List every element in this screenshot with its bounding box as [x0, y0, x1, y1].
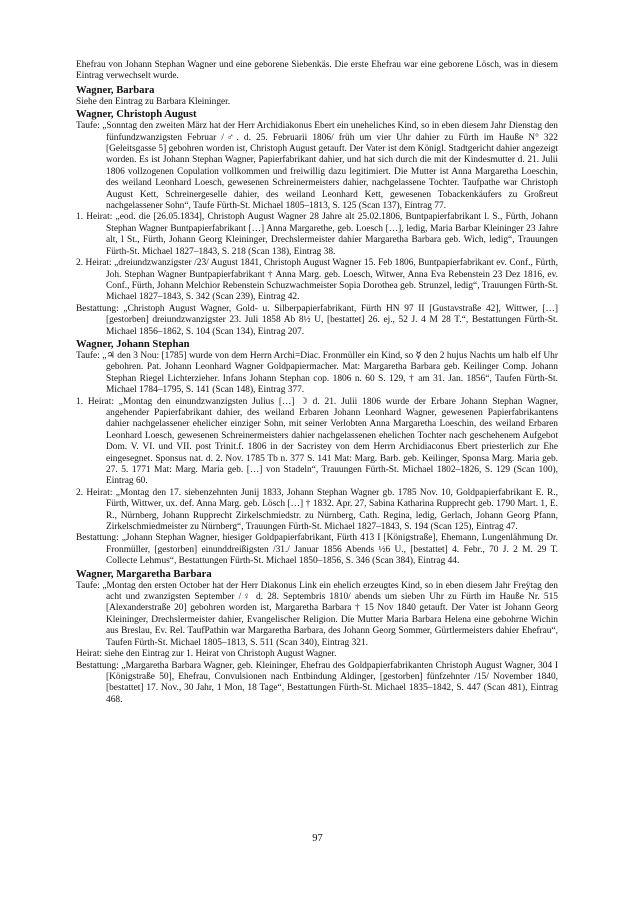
- bestattung-record: Bestattung: „Christoph August Wagner, Gold- u. Silberpapierfabrikant, Fürth HN 97 II [Gustavstraße 42], Wittwer, […] [gestorben] dreiundzwanzigster 23. Juli 1858 Ab 8½ U, [bestattet] 26. ej., 52 J. 4 M 28 T.“, Bestattungen Fürth-St. Michael 1856–1862, S. 104 (Scan 134), Eintrag 207.: [76, 303, 558, 337]
- heirat-record-2: 2. Heirat: „dreiundzwanzigster /23/ August 1841, Christoph August Wagner 15. Feb 1806, Buntpapierfabrikant ev. Conf., Fürth, Joh. Stephan Wagner Buntpapierfabrikant † Anna Marg. geb. Loesch, Witwer, Anna Eva Rebenstein 23 Dez 1816, ev. Conf., Fürth, Johann Melchior Rebenstein Schuzwachmeister Sopia Dorothea geb. Strunzel, ledig“, Trauungen Fürth-St. Michael 1827–1843, S. 342 (Scan 239), Eintrag 42.: [76, 258, 558, 303]
- taufe-record: Taufe: „Montag den ersten October hat der Herr Diakonus Link ein ehelich erzeugtes Kind, so in eben diesem Jahr Freÿtag den acht und zwanzigsten September /♀ d. 28. Septembris 1810/ abends um sieben Uhr zu Fürth im Hauße Nr. 515 [Alexanderstraße 20] gebohren worden ist, Margaretha Barbara † 15 Nov 1840 getauft. Der Vater ist Johann Georg Kleininger, Drechslermeister dahier, Evangelischer Religion. Die Mutter Maria Barbara Helena eine gebohrne Wichin aus Breslau, Ev. Rel. TaufPathin war Margaretha Barbara, des Johann Georg Sommer, Gürtlermeisters dahier Ehefrau“, Taufen Fürth-St. Michael 1805–1813, S. 511 (Scan 340), Eintrag 321.: [76, 580, 558, 648]
- document-page: [76, 60, 558, 706]
- entry-wagner-barbara: [76, 84, 558, 108]
- entry-wagner-johann-stephan: [76, 338, 558, 568]
- heirat-record-2: 2. Heirat: „Montag den 17. siebenzehnten Junij 1833, Johann Stephan Wagner gb. 1785 Nov. 10, Goldpapierfabrikant E. R., Fürth, Wittwer, ux. def. Anna Marg. geb. Lösch […] † 1832. Apr. 27, Sabina Katharina Rupprecht geb. 1790 Mart. 1, E. R., Nürnberg, Johann Rupprecht Zirkelschmiedstr. zu Nürnberg, Cath. Regina, ledig, Gerlach, Johann Georg Pfann, Zirkelschmiedmeister zu Nürnberg“, Trauungen Fürth-St. Michael 1827–1843, S. 194 (Scan 125), Eintrag 47.: [76, 487, 558, 533]
- entry-title: Wagner, Margaretha Barbara: [76, 568, 212, 580]
- heirat-record-1: 1. Heirat: „eod. die [26.05.1834], Christoph August Wagner 28 Jahre alt 25.02.1806, Buntpapierfabrikant l. S., Fürth, Johann Stephan Wagner Buntpapierfabrikant […] Anna Margarethe, geb. Loesch […], ledig, Maria Barbar Kleininger 23 Jahre alt, l St., Fürth, Johann Georg Kleininger, Drechslermeister dahier Margaretha Barbara geb. Wich, ledig“, Trauungen Fürth-St. Michael 1827–1843, S. 218 (Scan 138), Eintrag 38.: [76, 212, 558, 257]
- page-number: 97: [312, 833, 323, 844]
- entry-title: Wagner, Johann Stephan: [76, 338, 190, 350]
- bestattung-record: Bestattung: „Margaretha Barbara Wagner, geb. Kleininger, Ehefrau des Goldpapierfabrikanten Christoph August Wagner, 304 I [Königstraße 50], Ehefrau, Convulsionen nach Entbindung Aldinger, [gestorben] fünfzehnter /15/ November 1840, [bestattet] 17. Nov., 30 Jahr, 1 Mon, 18 Tage“, Bestattungen Fürth-St. Michael 1835–1842, S. 447 (Scan 481), Eintrag 468.: [76, 660, 558, 705]
- entry-wagner-margaretha-barbara: [76, 568, 558, 706]
- taufe-record: Taufe: „♃ den 3 Nou: [1785] wurde von dem Herrn Archi=Diac. Fronmüller ein Kind, so ☿ den 2 hujus Nachts um halb elf Uhr gebohren. Pat. Johann Leonhard Wagner Goldpapiermacher. Mat: Margaretha Barbara geb. Keilinger Comp. Johann Stephan Riegel Lichterzieher. Infans Johann Stephan cop. 1806 n. 60 S. 129, † am 31. Jan. 1856“, Taufen Fürth-St. Michael 1784–1795, S. 141 (Scan 148), Eintrag 377.: [76, 350, 558, 396]
- heirat-reference: Heirat: siehe den Eintrag zur 1. Heirat von Christoph August Wagner.: [76, 649, 337, 660]
- intro-paragraph: Ehefrau von Johann Stephan Wagner und eine geborene Siebenkäs. Die erste Ehefrau war eine geborene Lösch, was in diesem Eintrag verwechselt wurde.: [76, 60, 558, 82]
- taufe-record: Taufe: „Sonntag den zweiten März hat der Herr Archidiakonus Ebert ein uneheliches Kind, so in eben diesem Jahr Dienstag den fünfundzwanzigsten Februar /♂. d. 25. Februarii 1806/ früh um vier Uhr dahier zu Fürth im Hauße N° 322 [Geleitsgasse 5] gebohren worden ist, Christoph August getauft. Der Vater ist dem Königl. Stadtgericht dahier angezeigt worden. Es ist Johann Stephan Wagner, Papierfabrikant dahier, und hat sich durch die mit der Kindesmutter d. 21. Julii 1806 vollzogenen Copulation vollkommen und freiwillig dazu legitimiert. Die Mutter ist Anna Margaretha Loeschin, des weiland Leonhard Loesch, gewesenen Schreinermeisters dahier, nachgelassene Tochter. Taufpathe war Christoph August Kett, Schreinergeselle dahier, des weiland Leonhard Kett, gewesenen Tobackenkäufers zu Großreut nachgelassener Sohn“, Taufe Fürth-St. Michael 1805–1813, S. 125 (Scan 137), Eintrag 77.: [76, 121, 558, 212]
- entry-reference: Siehe den Eintrag zu Barbara Kleininger.: [76, 96, 231, 107]
- entry-title: Wagner, Barbara: [76, 84, 155, 96]
- entry-title: Wagner, Christoph August: [76, 109, 197, 121]
- bestattung-record: Bestattung: „Johann Stephan Wagner, hiesiger Goldpapierfabrikant, Fürth 413 I [Königstraße], Ehemann, Lungenlähmung Dr. Fronmüller, [gestorben] einunddreißigsten /31./ Januar 1856 Abends ½6 U., [bestattet] 4. Febr., 70 J. 2 M. 29 T. Collecte Lehmus“, Bestattungen Fürth-St. Michael 1850–1856, S. 346 (Scan 384), Eintrag 44.: [76, 533, 558, 567]
- heirat-record-1: 1. Heirat: „Montag den einundzwanzigsten Julius […] ☽ d. 21. Julii 1806 wurde der Erbare Johann Stephan Wagner, angehender Papierfabrikant dahier, des weiland Erbaren Johann Leonhard Wagner, gewesenen Papierfabrikantens dahier nachgelassener ehelicher einziger Sohn, mit seiner Verlobten Anna Margaretha Loeschin, des weiland Erbaren Leonhard Loesch, gewesenen Schreinermeisters dahier nachgelassenen ehelichen Tochter nach geschehenem Aufgebot Dom. V. VI. und VII. post Trinit.f. 1806 in der Sacristey von dem Herrn Archidiaconus Ebert priesterlich zur Ehe eingesegnet. Sponsus nat. d. 2. Nov. 1785 Tb n. 377 S. 141 Mat: Marg. Barb. geb. Keilinger, Sponsa Marg. Maria geb. 27. 5. 1771 Mat: Marg. Maria geb. […] von Stadeln“, Trauungen Fürth-St. Michael 1802–1826, S. 129 (Scan 100), Eintrag 60.: [76, 396, 558, 487]
- entry-wagner-christoph-august: [76, 108, 558, 338]
